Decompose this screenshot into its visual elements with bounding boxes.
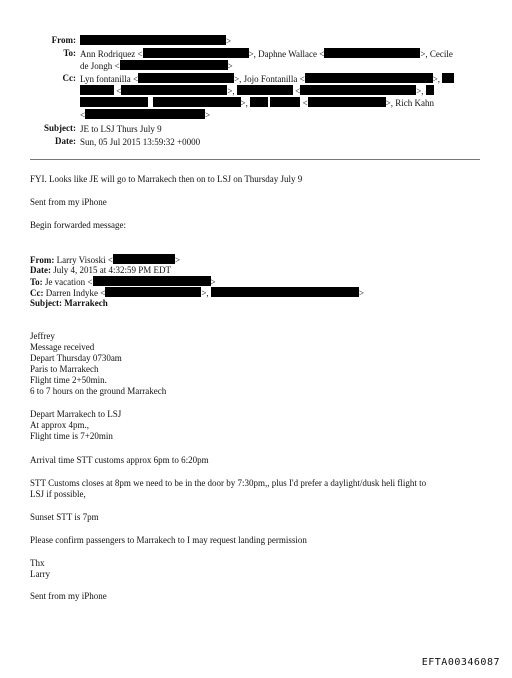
- redaction-box: [250, 97, 268, 107]
- body-begin-forwarded: Begin forwarded message:: [30, 220, 126, 230]
- fwd-body-line: Paris to Marrakech: [30, 364, 99, 374]
- redaction-box: [80, 97, 148, 107]
- fwd-to-label: To:: [30, 277, 43, 287]
- redaction-box: [270, 97, 300, 107]
- redaction-box: [80, 85, 114, 95]
- redaction-box: [113, 254, 175, 264]
- redaction-box: [138, 73, 234, 83]
- fwd-from-value: Larry Visoski <: [56, 255, 113, 265]
- to-value-line1: [80, 48, 453, 60]
- fwd-body-line: Depart Thursday 0730am: [30, 353, 122, 363]
- bates-number: EFTA00346087: [421, 657, 500, 668]
- fwd-from-row: From: Larry Visoski < >: [30, 255, 181, 265]
- date-value: Sun, 05 Jul 2015 13:59:32 +0000: [80, 137, 201, 147]
- date-label: Date:: [55, 136, 76, 146]
- fwd-body-line: Sent from my iPhone: [30, 591, 107, 601]
- redaction-box: [305, 73, 433, 83]
- cc-value-line2: < >, < >,: [80, 85, 434, 97]
- header-divider: [30, 159, 480, 160]
- cc-value-line3: >, < >, Rich Kahn: [80, 97, 434, 109]
- redaction-box: [143, 48, 249, 58]
- redaction-box: [211, 287, 359, 297]
- redaction-box: [300, 85, 416, 95]
- redaction-box: [105, 287, 201, 297]
- fwd-body-line: STT Customs closes at 8pm we need to be in the door by 7:30pm,, plus I'd prefer a daylight/dusk heli flight to: [30, 478, 427, 488]
- body-sent-from: Sent from my iPhone: [30, 197, 107, 207]
- redaction-box: [85, 109, 205, 119]
- cc-label: Cc:: [62, 73, 76, 83]
- to-de-jongh: de Jongh <: [80, 61, 120, 71]
- fwd-subject-row: [30, 298, 108, 309]
- fwd-body-line: Please confirm passengers to Marrakech to I may request landing permission: [30, 535, 307, 545]
- fwd-date-label: Date:: [30, 265, 51, 275]
- to-label: To:: [63, 48, 76, 58]
- fwd-body-line: Jeffrey: [30, 331, 55, 341]
- fwd-to-row: To: Je vacation < >: [30, 277, 216, 287]
- fwd-body-line: Sunset STT is 7pm: [30, 512, 99, 522]
- fwd-body-line: At approx 4pm.,: [30, 420, 89, 430]
- fwd-body-line: Thx: [30, 558, 45, 568]
- to-ann: Ann Rodriquez <: [80, 49, 143, 59]
- fwd-date-row: [30, 265, 171, 276]
- to-value-line2: de Jongh < >: [80, 61, 233, 71]
- redaction-box: [153, 97, 241, 107]
- redaction-box: [426, 85, 434, 95]
- fwd-date-value: July 4, 2015 at 4:32:59 PM EDT: [53, 265, 172, 275]
- from-label: From:: [51, 35, 76, 45]
- fwd-body-line: 6 to 7 hours on the ground Marrakech: [30, 386, 167, 396]
- redaction-box: [324, 48, 420, 58]
- to-cecile: >, Cecile: [420, 49, 453, 59]
- fwd-body-line: Flight time is 7+20min: [30, 431, 113, 441]
- fwd-body-line: Larry: [30, 569, 50, 579]
- fwd-cc-value: Darren Indyke <: [45, 288, 106, 298]
- cc-value-line4: < >: [80, 110, 211, 120]
- redaction-box: [80, 35, 226, 45]
- fwd-from-label: From:: [30, 255, 55, 265]
- cc-jojo: >, Jojo Fontanilla <: [234, 74, 305, 84]
- body-line-1: FYI. Looks like JE will go to Marrakech then on to LSJ on Thursday July 9: [30, 174, 303, 184]
- redaction-box: [93, 276, 211, 286]
- redaction-box: [120, 60, 228, 70]
- fwd-subject-value: Marrakech: [64, 298, 108, 308]
- redaction-box: [237, 85, 293, 95]
- fwd-body-line: Flight time 2+50min.: [30, 375, 107, 385]
- fwd-body-line: Arrival time STT customs approx 6pm to 6:20pm: [30, 455, 209, 465]
- cc-rich: >, Rich Kahn: [385, 98, 434, 108]
- fwd-cc-label: Cc:: [30, 288, 44, 298]
- fwd-body-line: Depart Marrakech to LSJ: [30, 409, 122, 419]
- subject-label: Subject:: [44, 123, 76, 133]
- fwd-body-line: Message received: [30, 342, 95, 352]
- fwd-to-value: Je vacation <: [44, 277, 93, 287]
- fwd-cc-row: Cc: Darren Indyke < >, >: [30, 288, 364, 298]
- fwd-subject-label: Subject:: [30, 298, 62, 308]
- cc-lyn: Lyn fontanilla <: [80, 74, 139, 84]
- fwd-body-line: LSJ if possible,: [30, 489, 86, 499]
- redaction-box: [121, 85, 227, 95]
- redaction-box: [442, 73, 454, 83]
- subject-value: JE to LSJ Thurs July 9: [80, 124, 162, 134]
- cc-value-line1: Lyn fontanilla < >, Jojo Fontanilla < >,: [80, 73, 454, 85]
- from-value: >: [80, 35, 231, 47]
- redaction-box: [308, 97, 386, 107]
- to-daphne: >, Daphne Wallace <: [248, 49, 325, 59]
